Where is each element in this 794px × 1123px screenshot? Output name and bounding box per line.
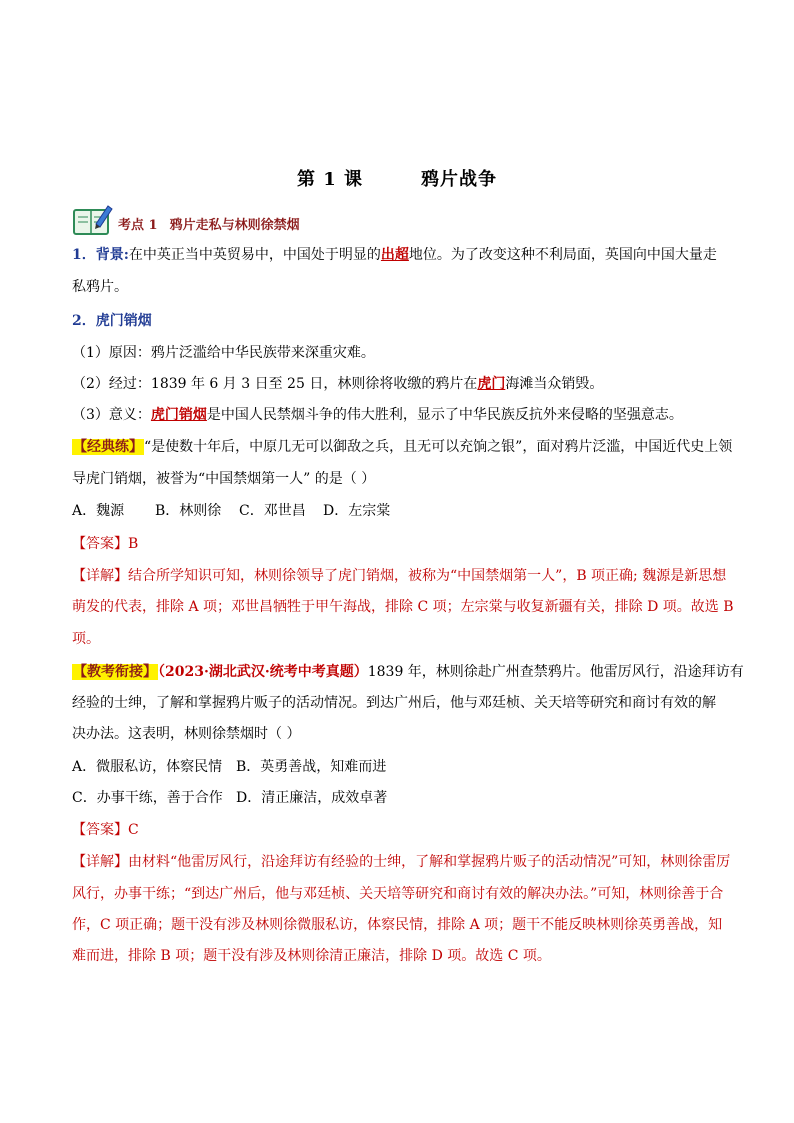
q2-line2: 经验的士绅，了解和掌握鸦片贩子的活动情况。到达广州后，他与邓廷桢、关天培等研究和商讨有效的解 [72, 695, 716, 711]
q2-options-cd [72, 788, 732, 808]
q2-options-ab [72, 757, 732, 777]
item2-text-post: 海滩当众销毁。 [505, 376, 604, 392]
q2-answer [72, 820, 732, 840]
q2-answer-value: C [128, 822, 139, 838]
kaodian-title [118, 214, 300, 233]
q2-answer-tag: 【答案】 [72, 822, 128, 838]
keyword-humen: 虎门 [477, 376, 506, 392]
notebook-pencil-icon [72, 202, 114, 236]
item3-text-post: 是中国人民禁烟斗争的伟大胜利，显示了中华民族反抗外来侵略的坚强意志。 [206, 407, 683, 423]
q2-option-c: C．办事干练，善于合作 [72, 790, 223, 806]
q1-detail-2: 萌发的代表，排除 A 项；邓世昌牺牲于甲午海战，排除 C 项；左宗棠与收复新疆有关，排除 D 项。故选 B [72, 599, 734, 615]
q2-detail-text-1: 由材料“他雷厉风行，沿途拜访有经验的士绅，了解和掌握鸦片贩子的活动情况”可知，林则徐雷厉 [128, 854, 731, 870]
section1-num: 1． [72, 247, 96, 263]
q1-answer [72, 534, 732, 554]
page-title [0, 165, 794, 191]
section1-text-pre: 在中英正当中英贸易中，中国处于明显的 [128, 247, 381, 263]
q1-tag: 【经典练】 [73, 439, 143, 455]
q2-detail-4: 难而进，排除 B 项；题干没有涉及林则徐清正廉洁，排除 D 项。故选 C 项。 [72, 948, 551, 964]
section1-line2: 私鸦片。 [72, 279, 128, 295]
q1-line1 [72, 437, 732, 457]
kaodian-text: 鸦片走私与林则徐禁烟 [169, 218, 300, 233]
keyword-humen-xiaoyan: 虎门销烟 [150, 407, 207, 423]
q2-detail-2: 风行，办事干练；“到达广州后，他与邓廷桢、关天培等研究和商讨有效的解决办法。”可知，林则徐善于合 [72, 886, 724, 902]
section2-item3 [72, 405, 732, 425]
q2-tag: 【教考衔接】 [73, 664, 157, 680]
q2-line3: 决办法。这表明，林则徐禁烟时（ ） [72, 726, 301, 742]
q2-detail-3: 作，C 项正确；题干没有涉及林则徐微服私访，体察民情，排除 A 项；题干不能反映林则徐英勇善战，知 [72, 917, 723, 933]
lesson-topic: 鸦片战争 [421, 169, 498, 190]
q1-stem-1: “是使数十年后，中原几无可以御敌之兵，且无可以充饷之银”，面对鸦片泛滥，中国近代史上领 [144, 439, 733, 455]
q2-option-b: B．英勇善战，知难而进 [236, 759, 387, 775]
q1-answer-value: B [128, 536, 139, 552]
q2-option-a: A．微服私访，体察民情 [72, 759, 223, 775]
keyword-chuchao: 出超 [380, 247, 409, 263]
kaodian-header [72, 202, 572, 238]
q1-line2: 导虎门销烟，被誉为“中国禁烟第一人” 的是（ ） [72, 471, 376, 487]
q1-detail-tag: 【详解】 [72, 568, 128, 584]
section1-heading: 背景: [95, 247, 129, 263]
q2-line1 [72, 662, 744, 682]
lesson-number: 第 1 课 [296, 169, 364, 190]
q1-option-b: B．林则徐 [155, 503, 222, 519]
kaodian-label: 考点 1 [118, 218, 158, 233]
q1-detail-3: 项。 [72, 631, 100, 647]
q1-detail-1 [72, 566, 732, 586]
q2-stem-1: 1839 年，林则徐赴广州查禁鸦片。他雷厉风行，沿途拜访有 [367, 664, 744, 680]
section1-line1 [72, 245, 732, 265]
section2-item2 [72, 374, 732, 394]
item2-text-pre: （2）经过：1839 年 6 月 3 日至 25 日，林则徐将收缴的鸦片在 [72, 376, 478, 392]
q1-answer-tag: 【答案】 [72, 536, 128, 552]
section1-text-post: 地位。为了改变这种不利局面，英国向中国大量走 [408, 247, 717, 263]
section2-heading: 2．虎门销烟 [72, 313, 152, 329]
item3-text-pre: （3）意义： [72, 407, 151, 423]
q1-detail-text-1: 结合所学知识可知，林则徐领导了虎门销烟，被称为“中国禁烟第一人”，B 项正确; 魏源是新思想 [128, 568, 727, 584]
q2-detail-tag: 【详解】 [72, 854, 128, 870]
q2-option-d: D．清正廉洁，成效卓著 [236, 790, 388, 806]
q2-source: （2023·湖北武汉·统考中考真题） [158, 664, 368, 680]
q1-options [72, 501, 732, 521]
q1-option-a: A．魏源 [72, 503, 125, 519]
section2-item1: （1）原因：鸦片泛滥给中华民族带来深重灾难。 [72, 345, 375, 361]
q2-detail-1 [72, 852, 732, 872]
q1-option-d: D．左宗棠 [323, 503, 391, 519]
q1-option-c: C．邓世昌 [239, 503, 306, 519]
